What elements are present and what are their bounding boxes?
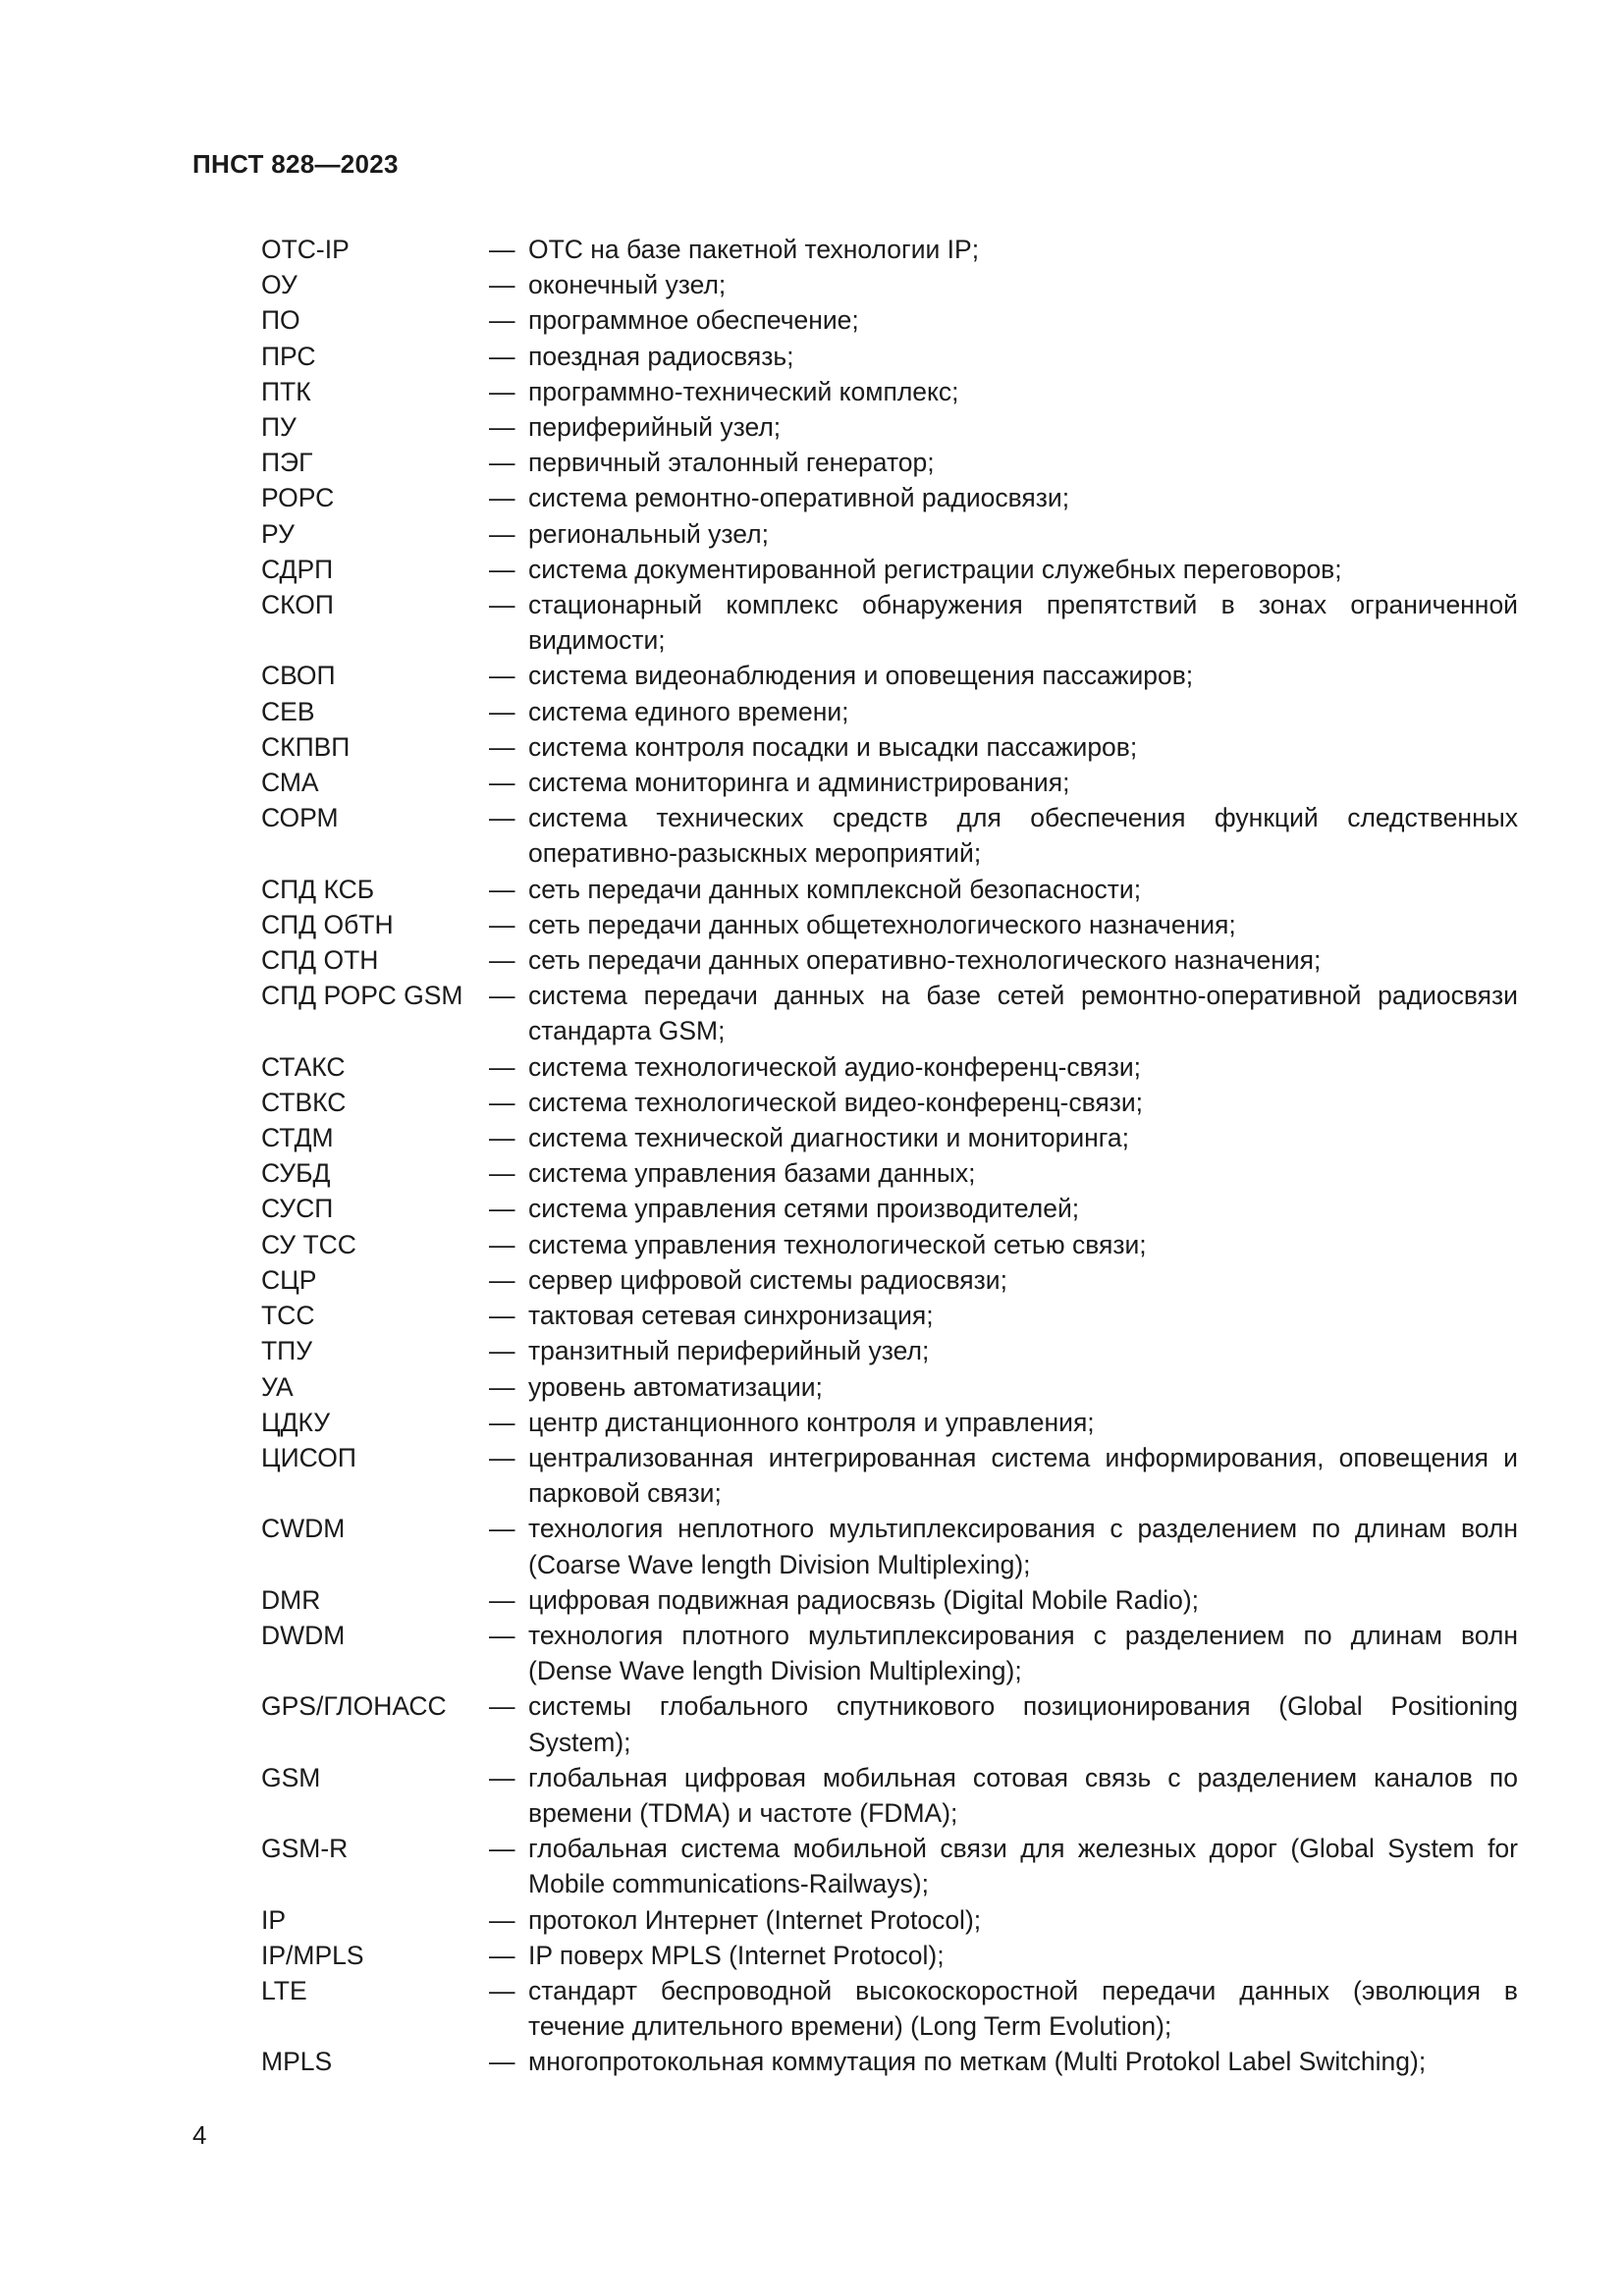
abbreviation-term: DMR xyxy=(261,1584,321,1615)
abbreviation-dash: — xyxy=(489,2047,515,2077)
abbreviation-definition: система технологической аудио-конференц-связи; xyxy=(528,1051,1142,1082)
abbreviation-term: СЦР xyxy=(261,1264,317,1295)
abbreviation-definition: тактовая сетевая синхронизация; xyxy=(528,1301,934,1331)
abbreviation-term: ТПУ xyxy=(261,1336,313,1366)
abbreviation-dash: — xyxy=(489,1442,515,1472)
page-number: 4 xyxy=(192,2120,207,2150)
abbreviation-dash: — xyxy=(489,731,515,762)
abbreviation-definition: централизованная интегрированная система информирования, оповещения и парковой связи; xyxy=(528,1442,1518,1509)
abbreviation-dash: — xyxy=(489,1975,515,2005)
abbreviation-row xyxy=(261,516,1518,552)
abbreviation-definition: система единого времени; xyxy=(528,696,849,726)
abbreviation-term: GPS/ГЛОНАСС xyxy=(261,1691,447,1722)
abbreviation-dash: — xyxy=(489,1904,515,1935)
abbreviation-row xyxy=(261,1831,1518,1901)
abbreviation-definition: глобальная система мобильной связи для железных дорог (Global System for Mobile communications-Railways); xyxy=(528,1834,1518,1899)
abbreviation-term: СТДМ xyxy=(261,1123,334,1153)
abbreviation-definition: системы глобального спутникового позиционирования (Global Positioning System); xyxy=(528,1691,1518,1757)
abbreviation-definition: система управления сетями производителей; xyxy=(528,1194,1080,1224)
abbreviation-definition: технология неплотного мультиплексирования с разделением по длинам волн (Coarse Wave length Division Multiplexing); xyxy=(528,1514,1518,1579)
abbreviation-dash: — xyxy=(489,1087,515,1117)
abbreviation-row xyxy=(261,339,1518,374)
abbreviation-definition: транзитный периферийный узел; xyxy=(528,1336,930,1366)
abbreviation-definition: система передачи данных на базе сетей ремонтно-оперативной радиосвязи стандарта GSM; xyxy=(528,981,1518,1046)
abbreviation-definition: система управления технологической сетью связи; xyxy=(528,1229,1147,1259)
abbreviation-row xyxy=(261,1120,1518,1155)
abbreviation-row xyxy=(261,800,1518,871)
abbreviation-definition: глобальная цифровая мобильная сотовая связь с разделением каналов по времени (TDMA) и частоте (FDMA); xyxy=(528,1762,1518,1828)
abbreviation-row xyxy=(261,1440,1518,1511)
abbreviation-dash: — xyxy=(489,981,515,1011)
abbreviation-dash: — xyxy=(489,768,515,798)
abbreviation-row xyxy=(261,1155,1518,1191)
abbreviation-row xyxy=(261,907,1518,942)
abbreviation-row xyxy=(261,1191,1518,1226)
abbreviation-term: GSM xyxy=(261,1762,321,1792)
abbreviation-term: СКПВП xyxy=(261,731,351,762)
abbreviation-term: СЕВ xyxy=(261,696,315,726)
abbreviation-term: IP/MPLS xyxy=(261,1940,364,1970)
abbreviation-dash: — xyxy=(489,1336,515,1366)
abbreviation-definition: многопротокольная коммутация по меткам (Multi Protokol Label Switching); xyxy=(528,2047,1427,2077)
abbreviation-dash: — xyxy=(489,590,515,620)
abbreviation-definition: IP поверх MPLS (Internet Protocol); xyxy=(528,1940,945,1970)
abbreviation-definition: система управления базами данных; xyxy=(528,1158,976,1189)
abbreviation-definition: цифровая подвижная радиосвязь (Digital Mobile Radio); xyxy=(528,1584,1200,1615)
abbreviation-term: СОРМ xyxy=(261,803,339,833)
abbreviation-row xyxy=(261,1938,1518,1973)
abbreviation-term: СПД КСБ xyxy=(261,874,375,904)
abbreviation-dash: — xyxy=(489,412,515,443)
abbreviation-dash: — xyxy=(489,1123,515,1153)
abbreviation-dash: — xyxy=(489,874,515,904)
abbreviation-term: СУСП xyxy=(261,1194,334,1224)
abbreviation-term: DWDM xyxy=(261,1620,346,1650)
abbreviation-dash: — xyxy=(489,270,515,300)
abbreviation-row xyxy=(261,1085,1518,1120)
abbreviation-row xyxy=(261,1049,1518,1085)
abbreviation-term: СВОП xyxy=(261,661,336,691)
abbreviation-row xyxy=(261,1902,1518,1938)
abbreviation-dash: — xyxy=(489,376,515,406)
abbreviation-dash: — xyxy=(489,1051,515,1082)
abbreviation-definition: программное обеспечение; xyxy=(528,305,859,336)
abbreviation-term: ПУ xyxy=(261,412,297,443)
abbreviation-term: РОРС xyxy=(261,483,335,513)
abbreviation-dash: — xyxy=(489,305,515,336)
abbreviation-term: СУ ТСС xyxy=(261,1229,356,1259)
abbreviation-definition: сеть передачи данных оперативно-технологического назначения; xyxy=(528,945,1322,976)
abbreviation-definition: сервер цифровой системы радиосвязи; xyxy=(528,1264,1007,1295)
abbreviation-dash: — xyxy=(489,696,515,726)
abbreviation-row xyxy=(261,302,1518,338)
abbreviation-definition: система технических средств для обеспечения функций следственных оперативно-разыскных мероприятий; xyxy=(528,803,1518,869)
abbreviation-row xyxy=(261,409,1518,445)
abbreviation-dash: — xyxy=(489,1514,515,1544)
abbreviation-row xyxy=(261,729,1518,765)
abbreviation-definition: система ремонтно-оперативной радиосвязи; xyxy=(528,483,1070,513)
abbreviation-dash: — xyxy=(489,1301,515,1331)
abbreviation-dash: — xyxy=(489,1229,515,1259)
abbreviation-list xyxy=(261,232,1518,2080)
abbreviation-definition: система видеонаблюдения и оповещения пассажиров; xyxy=(528,661,1194,691)
abbreviation-term: СТВКС xyxy=(261,1087,347,1117)
abbreviation-definition: ОТС на базе пакетной технологии IP; xyxy=(528,235,980,264)
abbreviation-term: CWDM xyxy=(261,1514,346,1544)
abbreviation-definition: система технологической видео-конференц-связи; xyxy=(528,1087,1144,1117)
abbreviation-dash: — xyxy=(489,1620,515,1650)
abbreviation-row xyxy=(261,1227,1518,1262)
abbreviation-definition: сеть передачи данных общетехнологического назначения; xyxy=(528,909,1236,939)
abbreviation-definition: система технической диагностики и мониторинга; xyxy=(528,1123,1129,1153)
abbreviation-row xyxy=(261,587,1518,658)
abbreviation-row xyxy=(261,552,1518,587)
abbreviation-row xyxy=(261,1760,1518,1831)
abbreviation-term: СТАКС xyxy=(261,1051,346,1082)
abbreviation-term: СМА xyxy=(261,768,319,798)
abbreviation-row xyxy=(261,445,1518,480)
abbreviation-row xyxy=(261,765,1518,800)
abbreviation-row xyxy=(261,1511,1518,1581)
abbreviation-row xyxy=(261,942,1518,978)
abbreviation-dash: — xyxy=(489,1584,515,1615)
abbreviation-term: ПЭГ xyxy=(261,448,313,478)
abbreviation-term: ОУ xyxy=(261,270,298,300)
abbreviation-row xyxy=(261,1262,1518,1298)
abbreviation-dash: — xyxy=(489,661,515,691)
abbreviation-term: СПД ОТН xyxy=(261,945,379,976)
abbreviation-term: GSM-R xyxy=(261,1834,349,1864)
abbreviation-definition: система контроля посадки и высадки пассажиров; xyxy=(528,731,1138,762)
abbreviation-term: РУ xyxy=(261,518,295,549)
abbreviation-term: MPLS xyxy=(261,2047,333,2077)
abbreviation-row xyxy=(261,232,1518,267)
abbreviation-term: LTE xyxy=(261,1975,307,2005)
abbreviation-row xyxy=(261,1582,1518,1618)
abbreviation-definition: программно-технический комплекс; xyxy=(528,376,959,406)
abbreviation-definition: система мониторинга и администрирования; xyxy=(528,768,1070,798)
abbreviation-row xyxy=(261,2044,1518,2079)
abbreviation-term: IP xyxy=(261,1904,287,1935)
abbreviation-row xyxy=(261,978,1518,1048)
abbreviation-dash: — xyxy=(489,448,515,478)
abbreviation-term: ЦИСОП xyxy=(261,1442,356,1472)
abbreviation-dash: — xyxy=(489,518,515,549)
abbreviation-definition: сеть передачи данных комплексной безопасности; xyxy=(528,874,1142,904)
abbreviation-term: СПД РОРС GSM xyxy=(261,981,463,1011)
abbreviation-term: СПД ОбТН xyxy=(261,909,394,939)
abbreviation-dash: — xyxy=(489,909,515,939)
abbreviation-definition: стандарт беспроводной высокоскоростной передачи данных (эволюция в течение длительного времени) (Long Term Evolution); xyxy=(528,1975,1518,2042)
abbreviation-row xyxy=(261,1973,1518,2044)
abbreviation-term: УА xyxy=(261,1371,294,1402)
document-header: ПНСТ 828—2023 xyxy=(192,149,399,179)
abbreviation-dash: — xyxy=(489,1762,515,1792)
abbreviation-dash: — xyxy=(489,1158,515,1189)
abbreviation-dash: — xyxy=(489,1940,515,1970)
abbreviation-row xyxy=(261,1618,1518,1688)
abbreviation-dash: — xyxy=(489,945,515,976)
abbreviation-definition: периферийный узел; xyxy=(528,412,782,443)
abbreviation-definition: стационарный комплекс обнаружения препятствий в зонах ограниченной видимости; xyxy=(528,590,1518,656)
abbreviation-term: ЦДКУ xyxy=(261,1407,331,1437)
abbreviation-term: ПО xyxy=(261,305,300,336)
abbreviation-definition: региональный узел; xyxy=(528,518,769,549)
abbreviation-definition: технология плотного мультиплексирования с разделением по длинам волн (Dense Wave length Division Multiplexing); xyxy=(528,1620,1518,1686)
abbreviation-definition: оконечный узел; xyxy=(528,270,727,300)
abbreviation-row xyxy=(261,1405,1518,1440)
abbreviation-definition: центр дистанционного контроля и управления; xyxy=(528,1407,1095,1437)
abbreviation-row xyxy=(261,480,1518,515)
abbreviation-dash: — xyxy=(489,1264,515,1295)
abbreviation-term: СДРП xyxy=(261,554,334,584)
abbreviation-term: ТСС xyxy=(261,1301,315,1331)
abbreviation-definition: протокол Интернет (Internet Protocol); xyxy=(528,1904,982,1935)
abbreviation-row xyxy=(261,267,1518,302)
abbreviation-term: ПТК xyxy=(261,376,311,406)
abbreviation-definition: система документированной регистрации служебных переговоров; xyxy=(528,554,1342,584)
abbreviation-term: СУБД xyxy=(261,1158,331,1189)
abbreviation-term: ПРС xyxy=(261,341,316,371)
abbreviation-dash: — xyxy=(489,341,515,371)
abbreviation-row xyxy=(261,374,1518,409)
abbreviation-dash: — xyxy=(489,554,515,584)
abbreviation-row xyxy=(261,1298,1518,1333)
abbreviation-dash: — xyxy=(489,1194,515,1224)
abbreviation-dash: — xyxy=(489,235,515,264)
abbreviation-dash: — xyxy=(489,1834,515,1864)
abbreviation-dash: — xyxy=(489,803,515,833)
abbreviation-definition: уровень автоматизации; xyxy=(528,1371,823,1402)
abbreviation-row xyxy=(261,872,1518,907)
abbreviation-row xyxy=(261,1333,1518,1368)
abbreviation-definition: первичный эталонный генератор; xyxy=(528,448,935,478)
abbreviation-row xyxy=(261,1688,1518,1759)
abbreviation-term: СКОП xyxy=(261,590,334,620)
abbreviation-dash: — xyxy=(489,1371,515,1402)
abbreviation-row xyxy=(261,1369,1518,1405)
abbreviation-term: ОТС-IP xyxy=(261,235,350,264)
abbreviation-dash: — xyxy=(489,1407,515,1437)
abbreviation-dash: — xyxy=(489,483,515,513)
abbreviation-dash: — xyxy=(489,1691,515,1722)
abbreviation-row xyxy=(261,694,1518,729)
abbreviation-row xyxy=(261,658,1518,693)
abbreviation-definition: поездная радиосвязь; xyxy=(528,341,794,371)
